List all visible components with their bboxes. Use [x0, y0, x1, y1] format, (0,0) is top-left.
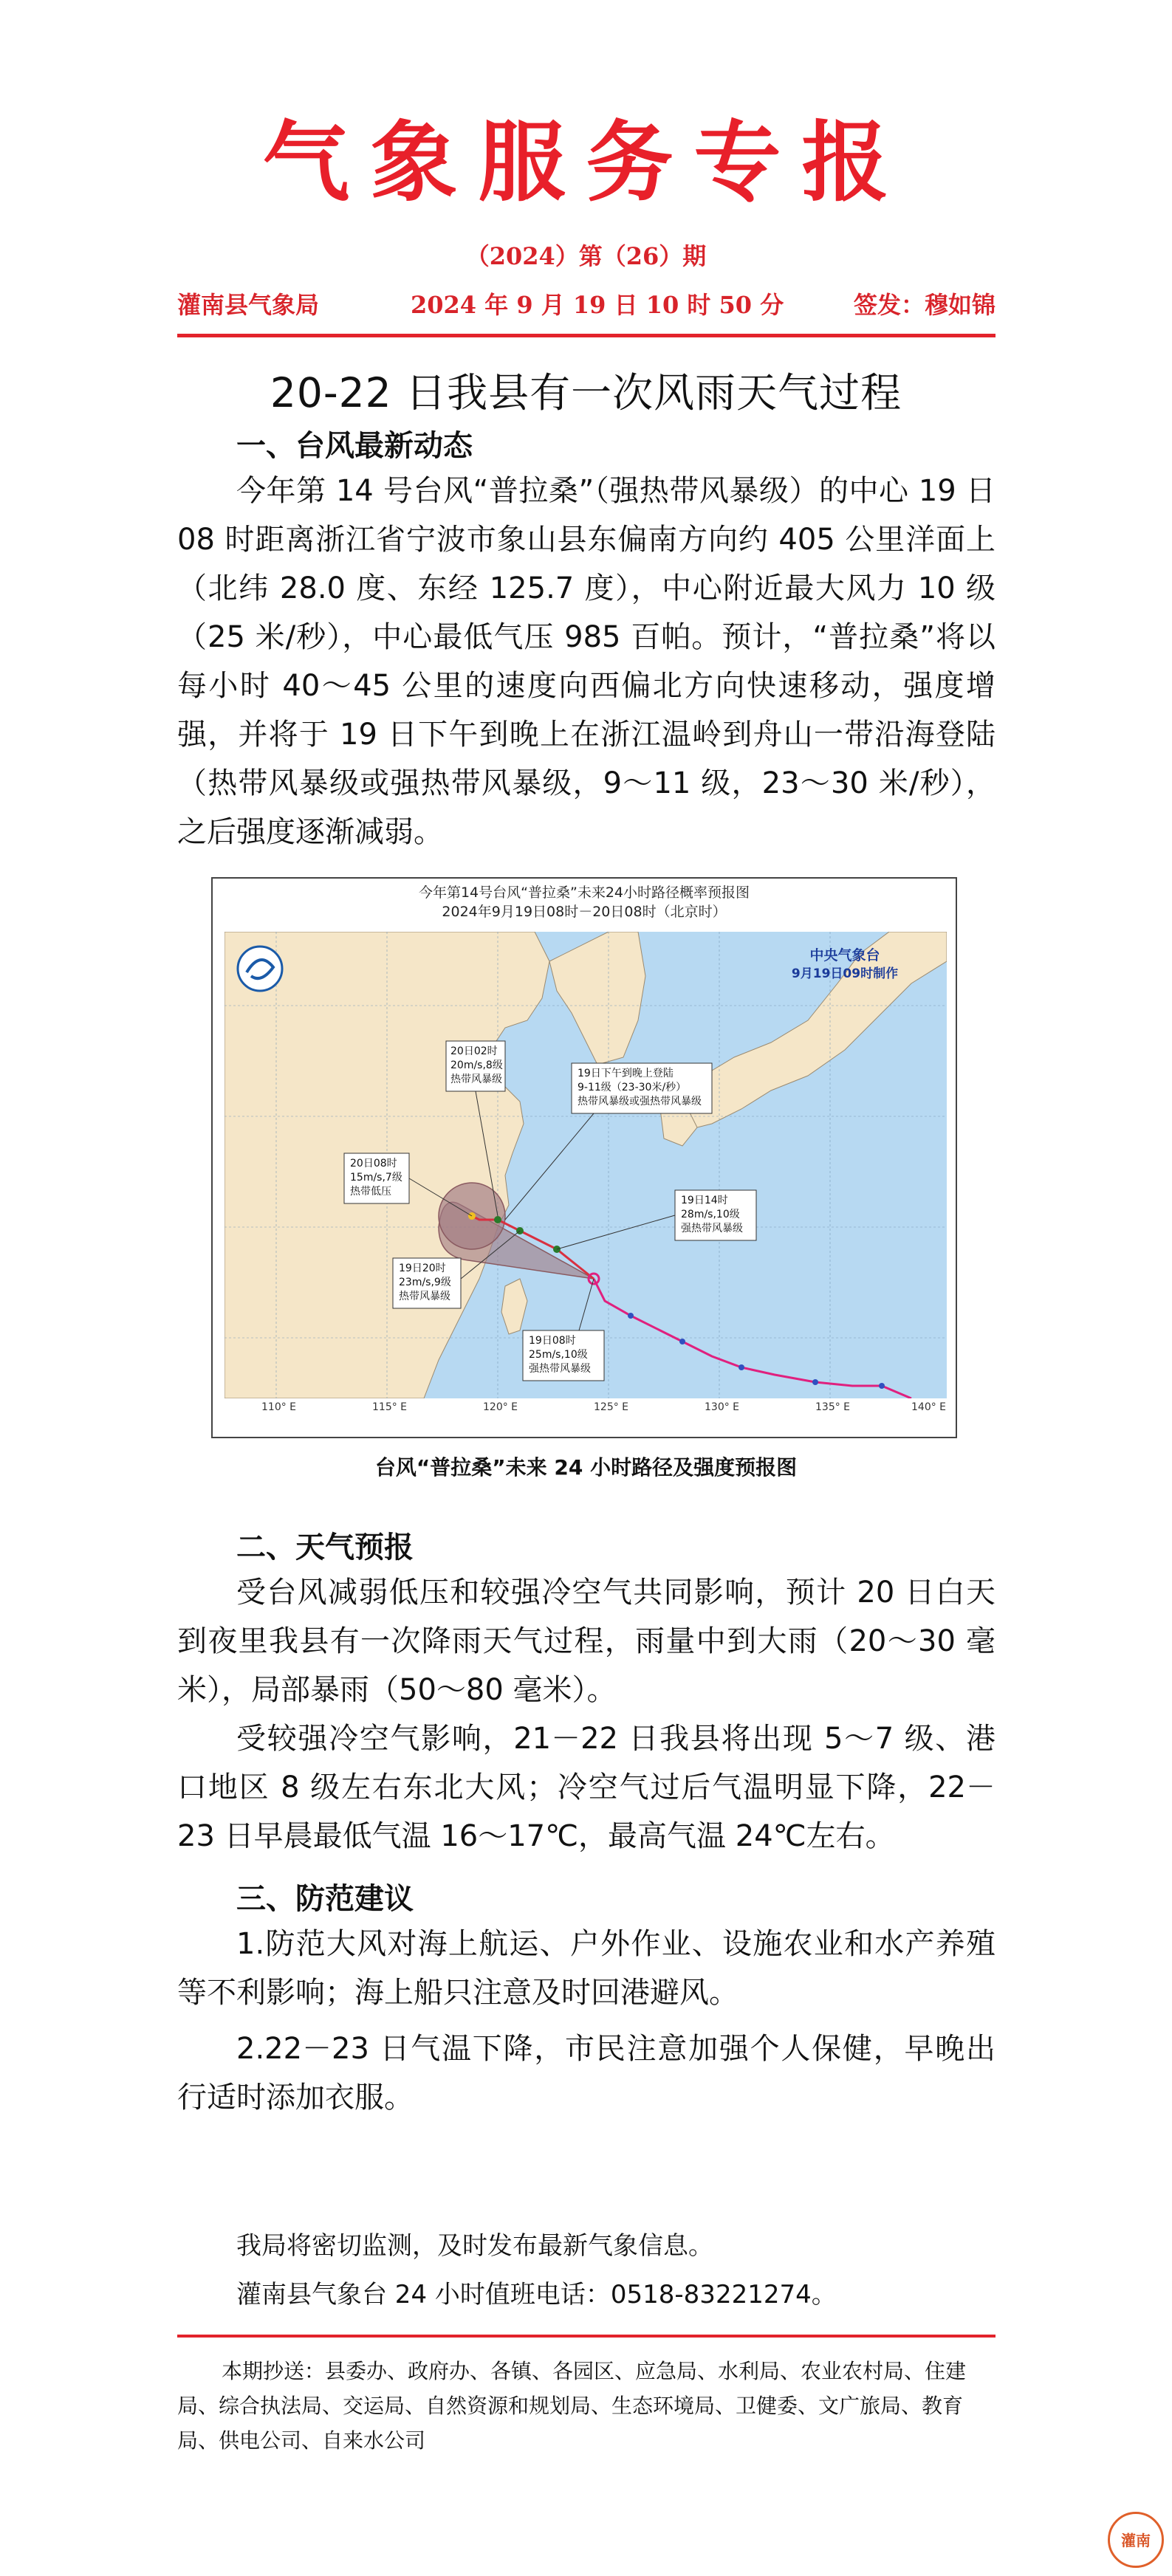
label-19d14h-wind: 28m/s,10级	[681, 1209, 740, 1220]
stamp-text: 灌南	[1121, 2532, 1151, 2549]
label-20d08h-time: 20日08时	[350, 1158, 397, 1169]
map-title-line2: 2024年9月19日08时－20日08时（北京时）	[442, 904, 727, 920]
lon-tick: 125° E	[594, 1401, 629, 1413]
label-landfall-class: 热带风暴级或强热带风暴级	[578, 1096, 702, 1107]
label-19d08h-wind: 25m/s,10级	[529, 1349, 588, 1361]
lon-tick: 140° E	[911, 1401, 947, 1413]
section-3-paragraph-1: 1.防范大风对海上航运、户外作业、设施农业和水产养殖等不利影响；海上船只注意及时回港避风。	[177, 1927, 995, 2010]
hotline-note: 灌南县气象台 24 小时值班电话：0518-83221274。	[236, 2280, 837, 2309]
label-20d08h-wind: 15m/s,7级	[350, 1172, 402, 1184]
label-19d20h-time: 19日20时	[399, 1263, 446, 1274]
map-caption: 台风“普拉桑”未来 24 小时路径及强度预报图	[374, 1455, 798, 1480]
lon-ticks	[225, 1401, 947, 1423]
label-landfall-wind: 9-11级（23-30米/秒）	[578, 1082, 687, 1093]
label-20d08h-class: 热带低压	[350, 1186, 391, 1198]
label-19d14h-time: 19日14时	[681, 1195, 728, 1206]
report-headline: 20-22 日我县有一次风雨天气过程	[270, 369, 902, 416]
lon-tick: 120° E	[483, 1401, 518, 1413]
watermark-stamp-icon	[1108, 2512, 1164, 2568]
monitoring-note: 我局将密切监测，及时发布最新气象信息。	[236, 2231, 713, 2261]
map-title-line1: 今年第14号台风“普拉桑”未来24小时路径概率预报图	[418, 885, 750, 901]
producer-line2: 9月19日09时制作	[791, 966, 899, 981]
label-19d20h-wind: 23m/s,9级	[399, 1277, 451, 1288]
label-19d20h-class: 热带风暴级	[399, 1291, 450, 1302]
meta-row	[177, 286, 995, 320]
label-19d08h-time: 19日08时	[529, 1335, 576, 1347]
footer-divider	[177, 2335, 995, 2338]
map-graphic	[225, 932, 947, 1398]
issue-date: 2024 年 9 月 19 日 10 时 50 分	[411, 291, 784, 319]
lon-tick: 115° E	[372, 1401, 408, 1413]
section-2-title: 二、天气预报	[236, 1531, 414, 1565]
section-1-paragraph: 今年第 14 号台风“普拉桑”（强热带风暴级）的中心 19 日 08 时距离浙江省宁波市象山县东偏南方向约 405 公里洋面上（北纬 28.0 度、东经 125.7 度），中心附近最大风力 10 级（25 米/秒），中心最低气压 985 百帕。预计，“普拉桑”将以每小时 40～45 公里的速度向西偏北方向快速移动，强度增强，并将于 19 日下午到晚上在浙江温岭到舟山一带沿海登陆（热带风暴级或强热带风暴级，9～11 级，23～30 米/秒），之后强度逐渐减弱。	[177, 474, 995, 849]
section-3-paragraph-2: 2.22－23 日气温下降，市民注意加强个人保健，早晚出行适时添加衣服。	[177, 2032, 995, 2115]
masthead-title: 气象服务专报	[262, 111, 910, 213]
lon-tick: 110° E	[261, 1401, 297, 1413]
lon-tick: 130° E	[705, 1401, 740, 1413]
cma-logo-icon	[238, 947, 282, 991]
header-divider	[177, 334, 995, 337]
lon-tick: 135° E	[815, 1401, 851, 1413]
section-1-title: 一、台风最新动态	[236, 429, 473, 463]
track-point-20d02h	[494, 1216, 501, 1223]
label-19d08h-class: 强热带风暴级	[529, 1363, 591, 1375]
label-19d14h-class: 强热带风暴级	[681, 1223, 743, 1234]
map-title	[213, 883, 956, 921]
distribution-list: 本期抄送：县委办、政府办、各镇、各园区、应急局、水利局、农业农村局、住建局、综合执法局、交运局、自然资源和规划局、生态环境局、卫健委、文广旅局、教育局、供电公司、自来水公司	[177, 2359, 967, 2453]
section-2-paragraph-2: 受较强冷空气影响，21－22 日我县将出现 5～7 级、港口地区 8 级左右东北大风；冷空气过后气温明显下降，22－23 日早晨最低气温 16～17℃，最高气温 24℃左右。	[177, 1722, 995, 1853]
section-2-paragraph-1: 受台风减弱低压和较强冷空气共同影响，预计 20 日白天到夜里我县有一次降雨天气过程，雨量中到大雨（20～30 毫米），局部暴雨（50～80 毫米）。	[177, 1576, 995, 1707]
label-20d02h-class: 热带风暴级	[450, 1074, 502, 1085]
label-20d02h-wind: 20m/s,8级	[450, 1059, 503, 1071]
issuing-org: 灌南县气象局	[177, 291, 320, 319]
label-20d02h-time: 20日02时	[450, 1045, 498, 1057]
signer: 签发：穆如锦	[853, 291, 995, 319]
label-landfall-time: 19日下午到晚上登陆	[578, 1068, 674, 1079]
producer-line1: 中央气象台	[809, 947, 880, 964]
typhoon-track-map	[211, 877, 957, 1438]
issue-number: （2024）第（26）期	[465, 242, 707, 270]
section-3-title: 三、防范建议	[236, 1882, 414, 1916]
